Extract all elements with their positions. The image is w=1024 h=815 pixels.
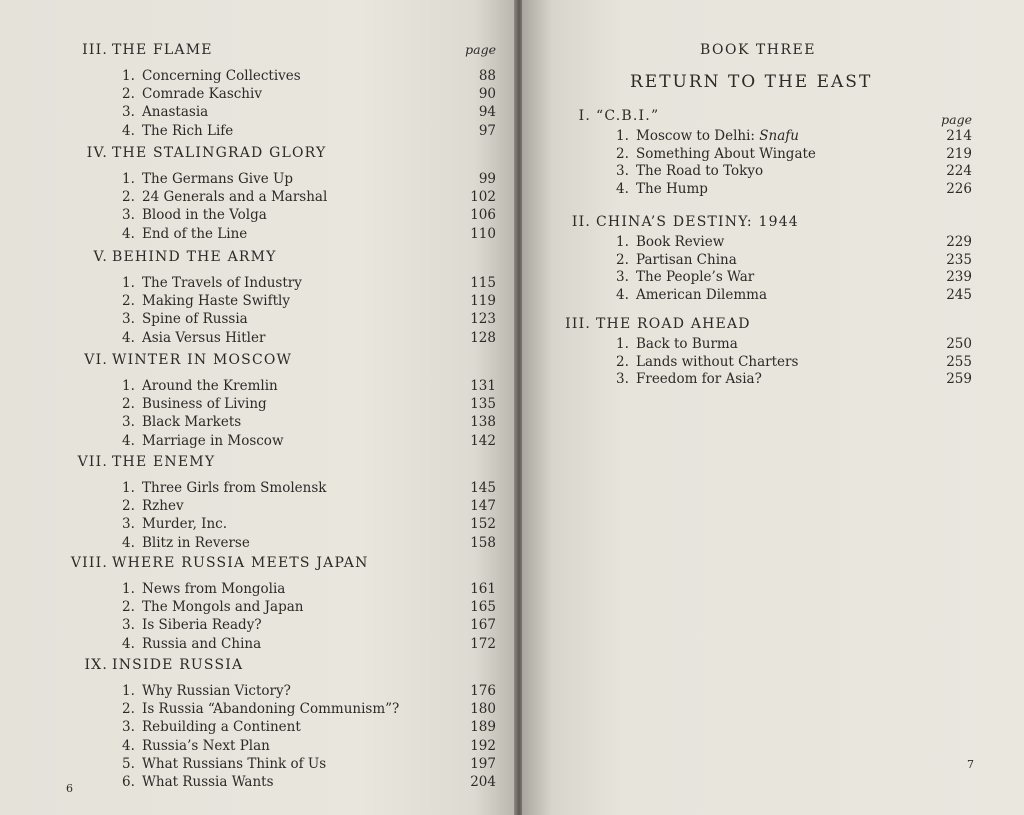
- toc-item-number: 3.: [122, 617, 135, 634]
- book-label: BOOK THREE: [700, 42, 816, 58]
- toc-item-page-number: 97: [478, 122, 496, 139]
- toc-item-title: [142, 275, 302, 291]
- toc-item-title-text: Business of Living: [142, 396, 267, 413]
- toc-item-title-text: The Hump: [636, 180, 708, 197]
- toc-item-title-text: The Mongols and Japan: [142, 599, 304, 616]
- toc-item-number: 3.: [122, 311, 135, 328]
- toc-item-title: [142, 683, 291, 699]
- toc-item-title-text: Blood in the Volga: [142, 207, 267, 224]
- toc-item-title-text: Rebuilding a Continent: [142, 719, 301, 736]
- toc-item-number: 4.: [122, 329, 135, 346]
- chapter-title: THE STALINGRAD GLORY: [112, 145, 327, 161]
- toc-item-number: 2.: [616, 251, 629, 268]
- toc-item-number: 3.: [122, 207, 135, 224]
- toc-item-number: 3.: [616, 371, 629, 387]
- toc-item-page-number: 123: [470, 311, 496, 328]
- toc-item-page-number: 189: [470, 719, 496, 736]
- toc-item-number: 1.: [122, 68, 135, 84]
- toc-item-title: [636, 128, 799, 144]
- toc-item-title-text: Something About Wingate: [636, 145, 816, 162]
- toc-item-number: 2.: [616, 353, 629, 370]
- toc-item-page-number: 145: [470, 480, 496, 496]
- toc-item-number: 1.: [122, 581, 135, 597]
- toc-item-page-number: 102: [470, 189, 496, 206]
- toc-item-title: [142, 171, 293, 187]
- toc-item-number: 1.: [122, 171, 135, 187]
- toc-item-number: 2.: [122, 701, 135, 718]
- chapter-numeral: III.: [82, 42, 108, 58]
- toc-item-page-number: 167: [470, 617, 496, 634]
- toc-item-title: [142, 617, 262, 633]
- toc-item-title-text: Back to Burma: [636, 336, 738, 352]
- chapter-numeral: V.: [93, 249, 108, 265]
- toc-item-title: [142, 719, 301, 735]
- chapter-title: “C.B.I.”: [596, 108, 660, 124]
- toc-item-title: [142, 581, 285, 597]
- toc-item-title-text: Concerning Collectives: [142, 68, 301, 84]
- toc-item-title-text: The Rich Life: [142, 122, 234, 139]
- toc-item-number: 4.: [122, 122, 135, 139]
- toc-item-page-number: 226: [946, 180, 972, 197]
- chapter-title: THE ENEMY: [112, 454, 216, 470]
- chapter-title: WINTER IN MOSCOW: [112, 352, 293, 368]
- toc-item-title-text: Comrade Kaschiv: [142, 86, 262, 103]
- toc-item-number: 5.: [122, 755, 135, 772]
- toc-item-number: 2.: [122, 396, 135, 413]
- toc-item-title: [142, 123, 233, 139]
- toc-item-title-text: Is Russia “Abandoning Communism”?: [142, 701, 400, 718]
- toc-item-title-text: The Germans Give Up: [142, 171, 293, 187]
- toc-item-number: 1.: [616, 336, 629, 352]
- toc-item-title-text: Around the Kremlin: [142, 378, 278, 394]
- toc-item-title: [142, 701, 399, 717]
- toc-item-title-text: News from Mongolia: [142, 581, 286, 597]
- toc-item-title: [636, 269, 754, 285]
- toc-item-number: 4.: [122, 534, 135, 551]
- toc-item-title: [142, 378, 278, 394]
- toc-item-title-text: Murder, Inc.: [142, 516, 228, 533]
- toc-item-page-number: 197: [470, 755, 496, 772]
- toc-item-title: [636, 146, 816, 162]
- toc-item-title-text: Rzhev: [142, 498, 184, 515]
- chapter-numeral: III.: [565, 316, 591, 332]
- toc-item-title-text: Moscow to Delhi:: [636, 128, 760, 144]
- toc-item-number: 2.: [122, 293, 135, 310]
- toc-item-page-number: 110: [470, 225, 496, 242]
- toc-item-title-text: American Dilemma: [636, 286, 768, 303]
- toc-item-number: 4.: [122, 737, 135, 754]
- toc-item-title: [142, 86, 262, 102]
- toc-item-title-text: Asia Versus Hitler: [142, 329, 266, 346]
- toc-item-title: [142, 599, 303, 615]
- toc-item-title: [636, 252, 737, 268]
- toc-item-page-number: 245: [946, 286, 972, 303]
- toc-item-number: 4.: [122, 432, 135, 449]
- toc-item-number: 4.: [122, 225, 135, 242]
- toc-item-page-number: 138: [470, 414, 496, 431]
- toc-item-title-text: Three Girls from Smolensk: [142, 480, 327, 496]
- chapter-numeral: VI.: [84, 352, 108, 368]
- toc-item-title-emphasis: Snafu: [759, 128, 799, 144]
- toc-item-title-text: Partisan China: [636, 251, 737, 268]
- toc-item-title-text: Making Haste Swiftly: [142, 293, 290, 310]
- chapter-title: CHINA’S DESTINY: 1944: [596, 214, 799, 230]
- toc-item-page-number: 94: [478, 104, 496, 121]
- toc-item-title-text: 24 Generals and a Marshal: [142, 189, 328, 206]
- toc-item-number: 3.: [616, 269, 629, 285]
- toc-item-page-number: 106: [470, 207, 496, 224]
- toc-item-title: [636, 371, 762, 387]
- toc-item-title: [142, 516, 227, 532]
- toc-item-title: [142, 396, 267, 412]
- toc-item-title: [142, 636, 261, 652]
- toc-item-title: [142, 480, 326, 496]
- toc-item-title: [142, 433, 284, 449]
- toc-item-page-number: 142: [470, 432, 496, 449]
- toc-item-title: [636, 336, 738, 352]
- toc-item-page-number: 161: [470, 581, 496, 597]
- right-page: [522, 0, 1024, 815]
- chapter-numeral: IV.: [86, 145, 108, 161]
- toc-item-title-text: Freedom for Asia?: [636, 371, 762, 387]
- toc-item-title: [142, 535, 250, 551]
- chapter-title: THE FLAME: [112, 42, 213, 58]
- toc-item-page-number: 255: [946, 353, 972, 370]
- toc-item-number: 4.: [616, 286, 629, 303]
- toc-item-page-number: 224: [946, 163, 972, 179]
- toc-item-number: 4.: [616, 180, 629, 197]
- toc-item-page-number: 219: [946, 145, 972, 162]
- toc-item-title-text: The Road to Tokyo: [636, 163, 764, 179]
- chapter-numeral: VIII.: [70, 555, 108, 571]
- page-number-folio: 6: [66, 782, 73, 795]
- toc-item-page-number: 214: [946, 128, 972, 144]
- toc-item-page-number: 259: [946, 371, 972, 387]
- toc-item-number: 3.: [122, 104, 135, 121]
- toc-item-title-text: What Russia Wants: [142, 774, 274, 790]
- toc-item-page-number: 119: [470, 293, 496, 310]
- toc-item-number: 2.: [122, 498, 135, 515]
- chapter-title: WHERE RUSSIA MEETS JAPAN: [112, 555, 369, 571]
- toc-item-title-text: Spine of Russia: [142, 311, 248, 328]
- chapter-numeral: I.: [578, 108, 591, 124]
- toc-item-page-number: 239: [946, 269, 972, 285]
- toc-item-number: 1.: [616, 128, 629, 144]
- toc-item-title: [636, 354, 798, 370]
- page-number-folio: 7: [967, 758, 974, 771]
- toc-item-number: 2.: [122, 189, 135, 206]
- toc-item-number: 3.: [122, 414, 135, 431]
- toc-item-page-number: 147: [470, 498, 496, 515]
- toc-item-title-text: End of the Line: [142, 225, 248, 242]
- toc-item-number: 3.: [616, 163, 629, 179]
- chapter-numeral: IX.: [84, 657, 108, 673]
- toc-item-title-text: Blitz in Reverse: [142, 534, 250, 551]
- toc-item-title-text: Black Markets: [142, 414, 242, 431]
- toc-item-page-number: 229: [946, 234, 972, 250]
- toc-item-title: [142, 104, 208, 120]
- toc-item-title-text: What Russians Think of Us: [142, 755, 327, 772]
- toc-item-title-text: Anastasia: [142, 104, 209, 121]
- part-title: RETURN TO THE EAST: [630, 72, 873, 92]
- toc-item-number: 2.: [122, 599, 135, 616]
- toc-item-title: [142, 330, 265, 346]
- toc-item-page-number: 158: [470, 534, 496, 551]
- toc-item-page-number: 115: [470, 275, 496, 291]
- toc-item-page-number: 152: [470, 516, 496, 533]
- toc-item-number: 1.: [122, 275, 135, 291]
- toc-item-title: [636, 234, 724, 250]
- toc-item-title: [142, 189, 327, 205]
- chapter-title: BEHIND THE ARMY: [112, 249, 277, 265]
- toc-item-title: [142, 414, 241, 430]
- toc-item-page-number: 180: [470, 701, 496, 718]
- toc-item-title: [636, 181, 708, 197]
- toc-item-page-number: 131: [470, 378, 496, 394]
- toc-item-title-text: Marriage in Moscow: [142, 432, 284, 449]
- toc-item-page-number: 250: [946, 336, 972, 352]
- toc-item-title-text: Russia’s Next Plan: [142, 737, 270, 754]
- toc-item-title: [142, 68, 301, 84]
- toc-item-page-number: 88: [478, 68, 496, 84]
- toc-item-page-number: 235: [946, 251, 972, 268]
- toc-item-number: 2.: [616, 145, 629, 162]
- toc-item-title: [142, 293, 290, 309]
- toc-item-title-text: Why Russian Victory?: [142, 683, 291, 699]
- toc-item-number: 1.: [122, 378, 135, 394]
- toc-item-page-number: 204: [470, 774, 496, 790]
- toc-item-title: [142, 226, 247, 242]
- toc-item-title-text: The Travels of Industry: [142, 275, 302, 291]
- toc-item-title: [636, 287, 767, 303]
- toc-item-page-number: 192: [470, 737, 496, 754]
- page-column-header: page: [465, 42, 496, 57]
- toc-item-title: [142, 756, 326, 772]
- page-column-header: page: [941, 112, 972, 127]
- toc-item-number: 1.: [616, 234, 629, 250]
- toc-item-title-text: Russia and China: [142, 635, 262, 652]
- toc-item-page-number: 135: [470, 396, 496, 413]
- toc-item-title-text: Lands without Charters: [636, 353, 799, 370]
- chapter-numeral: VII.: [77, 454, 108, 470]
- toc-item-number: 1.: [122, 480, 135, 496]
- toc-item-title-text: Book Review: [636, 234, 725, 250]
- toc-item-page-number: 99: [478, 171, 496, 187]
- toc-item-number: 1.: [122, 683, 135, 699]
- toc-item-title: [142, 498, 184, 514]
- toc-item-number: 2.: [122, 86, 135, 103]
- toc-item-page-number: 165: [470, 599, 496, 616]
- toc-item-title: [142, 774, 274, 790]
- toc-item-number: 3.: [122, 719, 135, 736]
- toc-item-title-text: The People’s War: [636, 269, 755, 285]
- toc-item-page-number: 128: [470, 329, 496, 346]
- toc-item-number: 6.: [122, 774, 135, 790]
- chapter-title: THE ROAD AHEAD: [596, 316, 751, 332]
- toc-item-number: 4.: [122, 635, 135, 652]
- toc-item-number: 3.: [122, 516, 135, 533]
- toc-item-title-text: Is Siberia Ready?: [142, 617, 262, 634]
- toc-item-page-number: 90: [478, 86, 496, 103]
- toc-item-page-number: 176: [470, 683, 496, 699]
- toc-item-page-number: 172: [470, 635, 496, 652]
- chapter-numeral: II.: [571, 214, 591, 230]
- chapter-title: INSIDE RUSSIA: [112, 657, 244, 673]
- toc-item-title: [142, 207, 267, 223]
- toc-item-title: [142, 311, 248, 327]
- toc-item-title: [142, 738, 270, 754]
- toc-item-title: [636, 163, 763, 179]
